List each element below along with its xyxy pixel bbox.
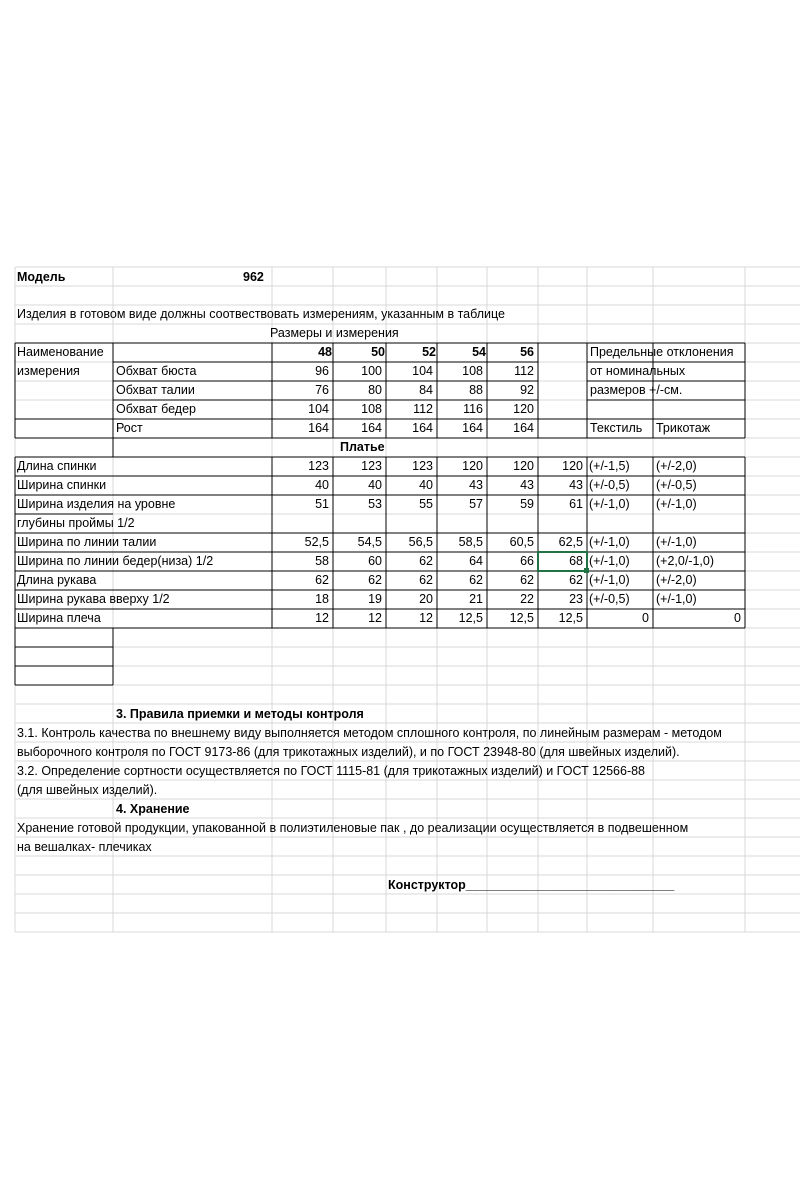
size-50[interactable]: 50 (371, 345, 385, 359)
dress-value-cell[interactable]: 62 (469, 573, 483, 587)
dress-value-cell[interactable]: 58,5 (458, 535, 483, 549)
rules-line[interactable]: 3.2. Определение сортности осуществляется по ГОСТ 1115-81 (для трикотажных изделий) и ГОСТ 12566-88 (17, 764, 646, 778)
dress-value-cell[interactable]: 43 (520, 478, 534, 492)
textile-tolerance-cell[interactable]: (+/-0,5) (589, 478, 630, 492)
size-row-label[interactable]: Обхват талии (116, 383, 195, 397)
dress-value-cell[interactable]: 54,5 (357, 535, 382, 549)
col-name-1[interactable]: Наименование (17, 345, 104, 359)
storage-line[interactable]: Хранение готовой продукции, упакованной в полиэтиленовые пак , до реализации осуществляется в подвешенном (17, 821, 689, 835)
dress-value-cell[interactable]: 20 (419, 592, 433, 606)
dress-row-label[interactable]: Ширина рукава вверху 1/2 (17, 592, 170, 606)
knit-tolerance-cell[interactable]: (+/-0,5) (656, 478, 697, 492)
textile-tolerance-cell[interactable]: (+/-1,5) (589, 459, 630, 473)
dress-value-cell[interactable]: 57 (469, 497, 483, 511)
dress-value-cell[interactable]: 18 (315, 592, 329, 606)
dress-value-cell[interactable]: 60,5 (509, 535, 534, 549)
size-value-cell[interactable]: 108 (361, 402, 382, 416)
knit-tolerance-cell[interactable]: (+2,0/-1,0) (656, 554, 715, 568)
dress-value-cell[interactable]: 60 (368, 554, 382, 568)
dress-row-label[interactable]: Длина рукава (17, 573, 97, 587)
tolerance-header-2[interactable]: от номинальных (590, 364, 686, 378)
dress-row-label[interactable]: глубины проймы 1/2 (17, 516, 135, 530)
textile-tolerance-cell[interactable]: (+/-1,0) (589, 497, 630, 511)
textile-header[interactable]: Текстиль (590, 421, 643, 435)
knit-tolerance-cell[interactable]: (+/-1,0) (656, 497, 697, 511)
textile-tolerance-cell[interactable]: 0 (642, 611, 649, 625)
knit-tolerance-cell[interactable]: (+/-1,0) (656, 592, 697, 606)
dress-value-cell[interactable]: 120 (562, 459, 583, 473)
dress-value-cell[interactable]: 64 (469, 554, 483, 568)
dress-value-cell[interactable]: 56,5 (408, 535, 433, 549)
dress-row-label[interactable]: Ширина изделия на уровне (17, 497, 176, 511)
size-value-cell[interactable]: 164 (513, 421, 534, 435)
size-54[interactable]: 54 (472, 345, 486, 359)
size-48[interactable]: 48 (318, 345, 332, 359)
col-name-2[interactable]: измерения (17, 364, 80, 378)
dress-value-cell[interactable]: 62 (315, 573, 329, 587)
dress-value-cell[interactable]: 19 (368, 592, 382, 606)
dress-value-cell[interactable]: 12,5 (558, 611, 583, 625)
size-value-cell[interactable]: 84 (419, 383, 433, 397)
dress-value-cell[interactable]: 68 (569, 554, 583, 568)
dress-value-cell[interactable]: 52,5 (304, 535, 329, 549)
size-row-label[interactable]: Рост (116, 421, 143, 435)
section-title[interactable]: Размеры и измерения (270, 326, 399, 340)
rules-line[interactable]: 3.1. Контроль качества по внешнему виду выполняется методом сплошного контроля, по линейным размерам - методом (17, 726, 722, 740)
rules-title[interactable]: 3. Правила приемки и методы контроля (116, 707, 364, 721)
dress-value-cell[interactable]: 22 (520, 592, 534, 606)
dress-value-cell[interactable]: 12,5 (458, 611, 483, 625)
tolerance-header-3[interactable]: размеров +/-см. (590, 383, 683, 397)
size-value-cell[interactable]: 104 (412, 364, 433, 378)
dress-row-label[interactable]: Длина спинки (17, 459, 97, 473)
dress-value-cell[interactable]: 62 (419, 573, 433, 587)
size-value-cell[interactable]: 120 (513, 402, 534, 416)
dress-value-cell[interactable]: 12,5 (509, 611, 534, 625)
dress-row-label[interactable]: Ширина спинки (17, 478, 107, 492)
rules-line[interactable]: (для швейных изделий). (17, 783, 158, 797)
dress-value-cell[interactable]: 12 (419, 611, 433, 625)
dress-value-cell[interactable]: 53 (368, 497, 382, 511)
size-value-cell[interactable]: 164 (412, 421, 433, 435)
dress-value-cell[interactable]: 123 (361, 459, 382, 473)
rules-line[interactable]: выборочного контроля по ГОСТ 9173-86 (для трикотажных изделий), и по ГОСТ 23948-80 (для швейных изделий). (17, 745, 680, 759)
dress-row-label[interactable]: Ширина плеча (17, 611, 101, 625)
dress-value-cell[interactable]: 12 (368, 611, 382, 625)
dress-value-cell[interactable]: 62 (419, 554, 433, 568)
dress-row-label[interactable]: Ширина по линии бедер(низа) 1/2 (17, 554, 214, 568)
table-note[interactable]: Изделия в готовом виде должны соотвествовать измерениям, указанным в таблице (17, 307, 505, 321)
dress-value-cell[interactable]: 40 (315, 478, 329, 492)
storage-line[interactable]: на вешалках- плечиках (17, 840, 152, 854)
dress-value-cell[interactable]: 120 (513, 459, 534, 473)
dress-table-title[interactable]: Платье (340, 440, 385, 454)
dress-value-cell[interactable]: 21 (469, 592, 483, 606)
dress-value-cell[interactable]: 62,5 (558, 535, 583, 549)
dress-value-cell[interactable]: 62 (569, 573, 583, 587)
dress-value-cell[interactable]: 123 (412, 459, 433, 473)
size-value-cell[interactable]: 112 (514, 364, 534, 378)
dress-value-cell[interactable]: 123 (308, 459, 329, 473)
size-value-cell[interactable]: 104 (308, 402, 329, 416)
dress-value-cell[interactable]: 55 (419, 497, 433, 511)
size-value-cell[interactable]: 164 (462, 421, 483, 435)
textile-tolerance-cell[interactable]: (+/-1,0) (589, 573, 630, 587)
dress-value-cell[interactable]: 61 (569, 497, 583, 511)
dress-value-cell[interactable]: 12 (315, 611, 329, 625)
size-52[interactable]: 52 (422, 345, 436, 359)
constructor-signature-line[interactable]: Конструктор______________________________ (388, 878, 675, 892)
knit-header[interactable]: Трикотаж (656, 421, 711, 435)
dress-value-cell[interactable]: 43 (469, 478, 483, 492)
textile-tolerance-cell[interactable]: (+/-1,0) (589, 535, 630, 549)
dress-value-cell[interactable]: 40 (368, 478, 382, 492)
size-56[interactable]: 56 (520, 345, 534, 359)
size-value-cell[interactable]: 96 (315, 364, 329, 378)
size-row-label[interactable]: Обхват бюста (116, 364, 197, 378)
knit-tolerance-cell[interactable]: 0 (734, 611, 741, 625)
size-value-cell[interactable]: 76 (315, 383, 329, 397)
size-row-label[interactable]: Обхват бедер (116, 402, 196, 416)
size-value-cell[interactable]: 88 (469, 383, 483, 397)
model-value[interactable]: 962 (243, 270, 264, 284)
dress-value-cell[interactable]: 40 (419, 478, 433, 492)
size-value-cell[interactable]: 112 (413, 402, 433, 416)
size-value-cell[interactable]: 164 (361, 421, 382, 435)
dress-value-cell[interactable]: 66 (520, 554, 534, 568)
size-value-cell[interactable]: 116 (463, 402, 483, 416)
knit-tolerance-cell[interactable]: (+/-1,0) (656, 535, 697, 549)
dress-value-cell[interactable]: 59 (520, 497, 534, 511)
dress-value-cell[interactable]: 120 (462, 459, 483, 473)
dress-value-cell[interactable]: 51 (315, 497, 329, 511)
knit-tolerance-cell[interactable]: (+/-2,0) (656, 459, 697, 473)
tolerance-header-1[interactable]: Предельные отклонения (590, 345, 734, 359)
size-value-cell[interactable]: 108 (462, 364, 483, 378)
model-label[interactable]: Модель (17, 270, 66, 284)
size-value-cell[interactable]: 92 (520, 383, 534, 397)
dress-row-label[interactable]: Ширина по линии талии (17, 535, 157, 549)
dress-value-cell[interactable]: 62 (520, 573, 534, 587)
dress-value-cell[interactable]: 58 (315, 554, 329, 568)
size-value-cell[interactable]: 164 (308, 421, 329, 435)
storage-title[interactable]: 4. Хранение (116, 802, 190, 816)
knit-tolerance-cell[interactable]: (+/-2,0) (656, 573, 697, 587)
dress-value-cell[interactable]: 62 (368, 573, 382, 587)
textile-tolerance-cell[interactable]: (+/-1,0) (589, 554, 630, 568)
size-value-cell[interactable]: 100 (361, 364, 382, 378)
textile-tolerance-cell[interactable]: (+/-0,5) (589, 592, 630, 606)
dress-value-cell[interactable]: 43 (569, 478, 583, 492)
size-value-cell[interactable]: 80 (368, 383, 382, 397)
dress-value-cell[interactable]: 23 (569, 592, 583, 606)
